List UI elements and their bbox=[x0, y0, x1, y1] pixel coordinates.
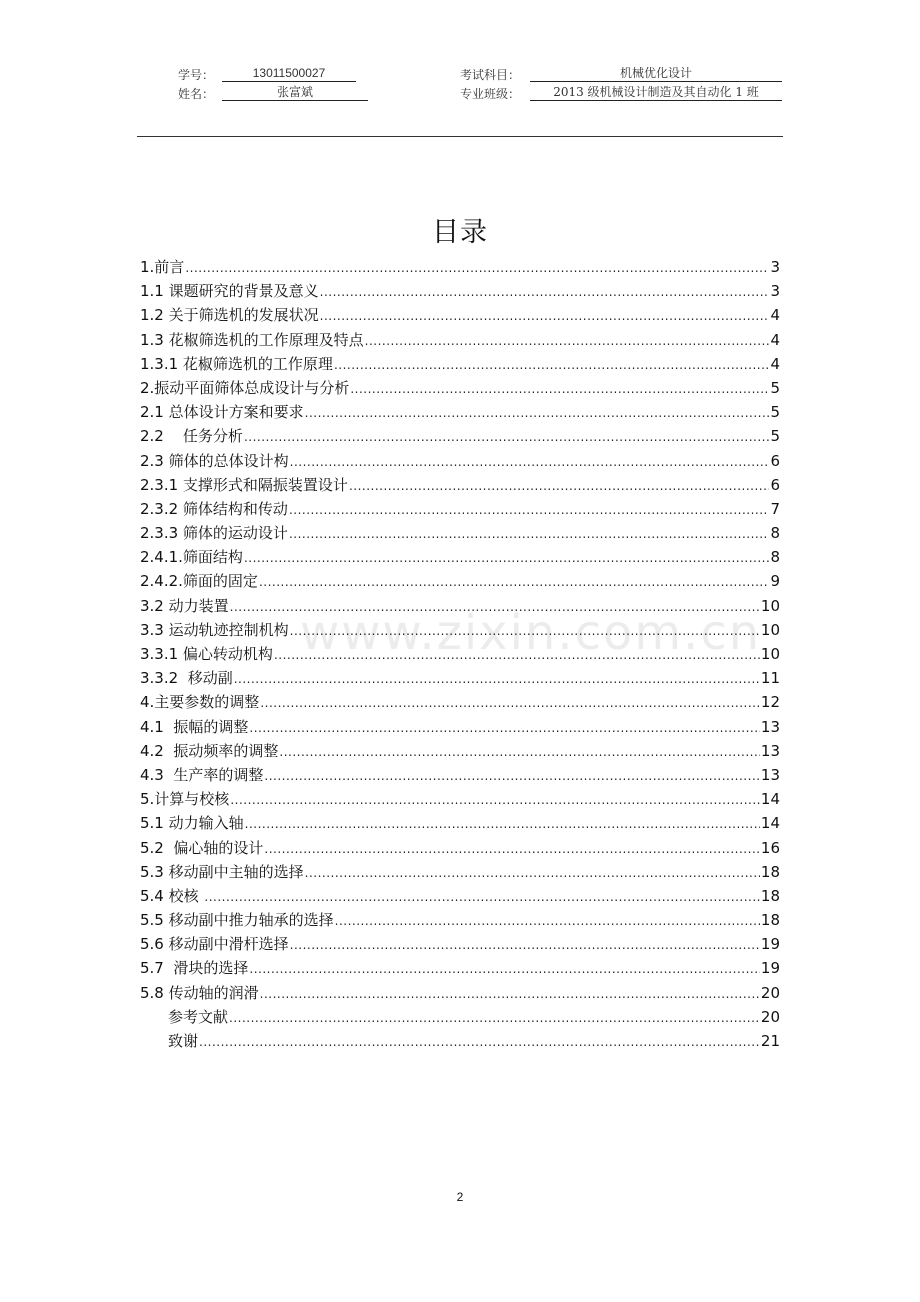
toc-entry-label: 4.3 生产率的调整 bbox=[140, 765, 264, 784]
toc-leader-dots bbox=[289, 503, 770, 517]
toc-entry-label: 3.3.2 移动副 bbox=[140, 669, 233, 688]
toc-leader-dots bbox=[249, 721, 760, 735]
toc-entry[interactable] bbox=[140, 522, 780, 546]
toc-entry-page: 10 bbox=[760, 596, 780, 615]
header-row-1 bbox=[178, 66, 782, 84]
name-value: 张富斌 bbox=[222, 85, 368, 101]
toc-entry-label: 2.3.3 筛体的运动设计 bbox=[140, 524, 288, 543]
toc-entry-label: 1.前言 bbox=[140, 258, 185, 276]
toc-leader-dots bbox=[290, 624, 760, 638]
toc-entry-page: 9 bbox=[770, 572, 780, 591]
toc-leader-dots bbox=[320, 285, 770, 299]
toc-entry[interactable] bbox=[140, 957, 780, 981]
toc-entry-page: 12 bbox=[760, 693, 780, 712]
toc-entry-page: 4 bbox=[770, 306, 780, 325]
toc-entry[interactable] bbox=[140, 933, 780, 957]
header-row-2 bbox=[178, 85, 782, 103]
toc-entry[interactable] bbox=[140, 595, 780, 619]
toc-entry[interactable] bbox=[140, 982, 780, 1006]
subject-value: 机械优化设计 bbox=[530, 66, 782, 82]
toc-entry[interactable] bbox=[140, 764, 780, 788]
toc-entry-page: 13 bbox=[760, 717, 780, 736]
toc-entry-page: 3 bbox=[770, 258, 780, 276]
toc-entry[interactable] bbox=[140, 353, 780, 377]
toc-entry[interactable] bbox=[140, 450, 780, 474]
toc-entry-label: 5.4 校核 bbox=[140, 886, 204, 905]
table-of-contents bbox=[140, 256, 780, 1054]
page-number: 2 bbox=[456, 1190, 464, 1204]
toc-leader-dots bbox=[279, 745, 760, 759]
toc-entry-label: 2.4.2.筛面的固定 bbox=[140, 572, 258, 591]
toc-entry-page: 19 bbox=[760, 959, 780, 978]
toc-entry-label: 1.1 课题研究的背景及意义 bbox=[140, 282, 319, 301]
toc-entry-label: 4.主要参数的调整 bbox=[140, 693, 260, 712]
toc-leader-dots bbox=[244, 430, 770, 444]
toc-entry-label: 2.4.1.筛面结构 bbox=[140, 548, 243, 567]
toc-entry-page: 18 bbox=[760, 862, 780, 881]
toc-entry-label: 3.2 动力装置 bbox=[140, 596, 229, 615]
toc-entry-label: 致谢 bbox=[168, 1032, 199, 1050]
toc-entry-label: 5.1 动力输入轴 bbox=[140, 814, 244, 833]
toc-leader-dots bbox=[290, 938, 760, 952]
toc-leader-dots bbox=[365, 334, 770, 348]
toc-leader-dots bbox=[290, 455, 770, 469]
toc-entry-label: 4.2 振动频率的调整 bbox=[140, 741, 279, 760]
toc-entry[interactable] bbox=[140, 691, 780, 715]
toc-entry-page: 4 bbox=[770, 330, 780, 349]
toc-entry-page: 7 bbox=[770, 499, 780, 518]
toc-leader-dots bbox=[334, 358, 770, 372]
toc-entry-page: 21 bbox=[760, 1032, 780, 1050]
toc-leader-dots bbox=[349, 479, 770, 493]
toc-entry-label: 3.3.1 偏心转动机构 bbox=[140, 645, 273, 663]
toc-entry-label: 参考文献 bbox=[168, 1007, 229, 1026]
toc-entry-page: 8 bbox=[770, 548, 780, 567]
toc-leader-dots bbox=[244, 551, 770, 565]
toc-entry[interactable] bbox=[140, 1030, 780, 1054]
toc-leader-dots bbox=[245, 817, 760, 831]
toc-leader-dots bbox=[289, 527, 770, 541]
toc-leader-dots bbox=[230, 793, 760, 807]
toc-entry[interactable] bbox=[140, 619, 780, 643]
toc-entry[interactable] bbox=[140, 570, 780, 594]
toc-entry-page: 18 bbox=[760, 911, 780, 930]
toc-entry[interactable] bbox=[140, 812, 780, 836]
toc-entry-page: 13 bbox=[760, 765, 780, 784]
toc-leader-dots bbox=[305, 866, 760, 880]
toc-entry-label: 1.3 花椒筛选机的工作原理及特点 bbox=[140, 330, 364, 349]
toc-entry-label: 1.3.1 花椒筛选机的工作原理 bbox=[140, 354, 333, 373]
toc-entry[interactable] bbox=[140, 329, 780, 353]
toc-leader-dots bbox=[229, 1011, 760, 1025]
toc-entry-page: 10 bbox=[760, 645, 780, 663]
toc-entry-page: 6 bbox=[770, 451, 780, 470]
toc-entry-label: 5.7 滑块的选择 bbox=[140, 959, 249, 978]
toc-entry[interactable] bbox=[140, 1006, 780, 1030]
toc-leader-dots bbox=[264, 769, 760, 783]
toc-leader-dots bbox=[259, 575, 770, 589]
watermark: www.zixin.com.cn bbox=[300, 605, 762, 661]
toc-entry[interactable] bbox=[140, 643, 780, 667]
toc-title: 目录 bbox=[432, 217, 488, 248]
toc-entry-page: 4 bbox=[770, 354, 780, 373]
toc-entry-label: 2.3.1 支撑形式和隔振装置设计 bbox=[140, 475, 348, 494]
subject-label: 考试科目： bbox=[460, 68, 521, 82]
toc-leader-dots bbox=[249, 962, 760, 976]
toc-entry[interactable] bbox=[140, 401, 780, 425]
toc-entry-page: 14 bbox=[760, 790, 780, 809]
toc-entry-label: 2.3 筛体的总体设计构 bbox=[140, 451, 289, 470]
toc-leader-dots bbox=[305, 406, 770, 420]
toc-entry-label: 5.2 偏心轴的设计 bbox=[140, 838, 264, 857]
toc-entry-page: 11 bbox=[760, 669, 780, 688]
toc-entry-page: 5 bbox=[770, 427, 780, 446]
toc-entry-page: 10 bbox=[760, 620, 780, 639]
toc-entry-label: 5.8 传动轴的润滑 bbox=[140, 983, 259, 1002]
class-label: 专业班级： bbox=[460, 87, 521, 101]
toc-entry[interactable] bbox=[140, 837, 780, 861]
class-value: 2013 级机械设计制造及其自动化 1 班 bbox=[530, 85, 782, 101]
toc-entry[interactable] bbox=[140, 861, 780, 885]
toc-leader-dots bbox=[264, 842, 760, 856]
toc-leader-dots bbox=[320, 309, 770, 323]
toc-leader-dots bbox=[230, 600, 760, 614]
toc-entry[interactable] bbox=[140, 546, 780, 570]
toc-entry-label: 1.2 关于筛选机的发展状况 bbox=[140, 306, 319, 325]
toc-leader-dots bbox=[234, 672, 760, 686]
toc-entry-label: 2.2 任务分析 bbox=[140, 427, 243, 446]
toc-entry[interactable] bbox=[140, 425, 780, 449]
toc-entry[interactable] bbox=[140, 909, 780, 933]
toc-entry[interactable] bbox=[140, 716, 780, 740]
page-header bbox=[178, 66, 782, 106]
toc-entry[interactable] bbox=[140, 304, 780, 328]
toc-leader-dots bbox=[204, 890, 760, 904]
toc-entry-page: 19 bbox=[760, 935, 780, 954]
toc-leader-dots bbox=[199, 1035, 760, 1049]
toc-entry-label: 5.6 移动副中滑杆选择 bbox=[140, 935, 289, 954]
toc-entry-page: 6 bbox=[770, 475, 780, 494]
toc-entry-label: 5.5 移动副中推力轴承的选择 bbox=[140, 911, 334, 930]
toc-entry[interactable] bbox=[140, 885, 780, 909]
toc-entry-page: 14 bbox=[760, 814, 780, 833]
toc-leader-dots bbox=[185, 261, 769, 275]
student-id-label: 学号： bbox=[178, 68, 215, 82]
toc-entry-page: 16 bbox=[760, 838, 780, 857]
toc-leader-dots bbox=[260, 987, 760, 1001]
student-id-value: 13011500027 bbox=[222, 66, 356, 82]
toc-entry-page: 3 bbox=[770, 282, 780, 301]
toc-entry-page: 13 bbox=[760, 741, 780, 760]
toc-entry-label: 2.振动平面筛体总成设计与分析 bbox=[140, 378, 350, 397]
toc-entry-page: 20 bbox=[760, 983, 780, 1002]
toc-entry[interactable] bbox=[140, 788, 780, 812]
toc-entry-page: 18 bbox=[760, 886, 780, 905]
toc-leader-dots bbox=[335, 914, 760, 928]
header-divider bbox=[137, 136, 783, 137]
toc-entry[interactable] bbox=[140, 280, 780, 304]
toc-entry[interactable] bbox=[140, 474, 780, 498]
toc-entry-label: 2.3.2 筛体结构和传动 bbox=[140, 499, 288, 518]
toc-entry[interactable] bbox=[140, 256, 780, 280]
toc-entry[interactable] bbox=[140, 377, 780, 401]
toc-entry-page: 8 bbox=[770, 524, 780, 543]
toc-entry[interactable] bbox=[140, 740, 780, 764]
name-label: 姓名： bbox=[178, 87, 215, 101]
toc-entry-page: 20 bbox=[760, 1007, 780, 1026]
toc-entry-label: 2.1 总体设计方案和要求 bbox=[140, 403, 304, 422]
toc-leader-dots bbox=[260, 696, 760, 710]
toc-entry-label: 4.1 振幅的调整 bbox=[140, 717, 249, 736]
toc-entry[interactable] bbox=[140, 667, 780, 691]
toc-leader-dots bbox=[274, 648, 760, 662]
toc-entry-page: 5 bbox=[770, 378, 780, 397]
toc-entry-page: 5 bbox=[770, 403, 780, 422]
toc-entry[interactable] bbox=[140, 498, 780, 522]
toc-entry-label: 5.3 移动副中主轴的选择 bbox=[140, 862, 304, 881]
toc-leader-dots bbox=[350, 382, 769, 396]
toc-entry-label: 3.3 运动轨迹控制机构 bbox=[140, 620, 289, 639]
toc-entry-label: 5.计算与校核 bbox=[140, 790, 230, 809]
